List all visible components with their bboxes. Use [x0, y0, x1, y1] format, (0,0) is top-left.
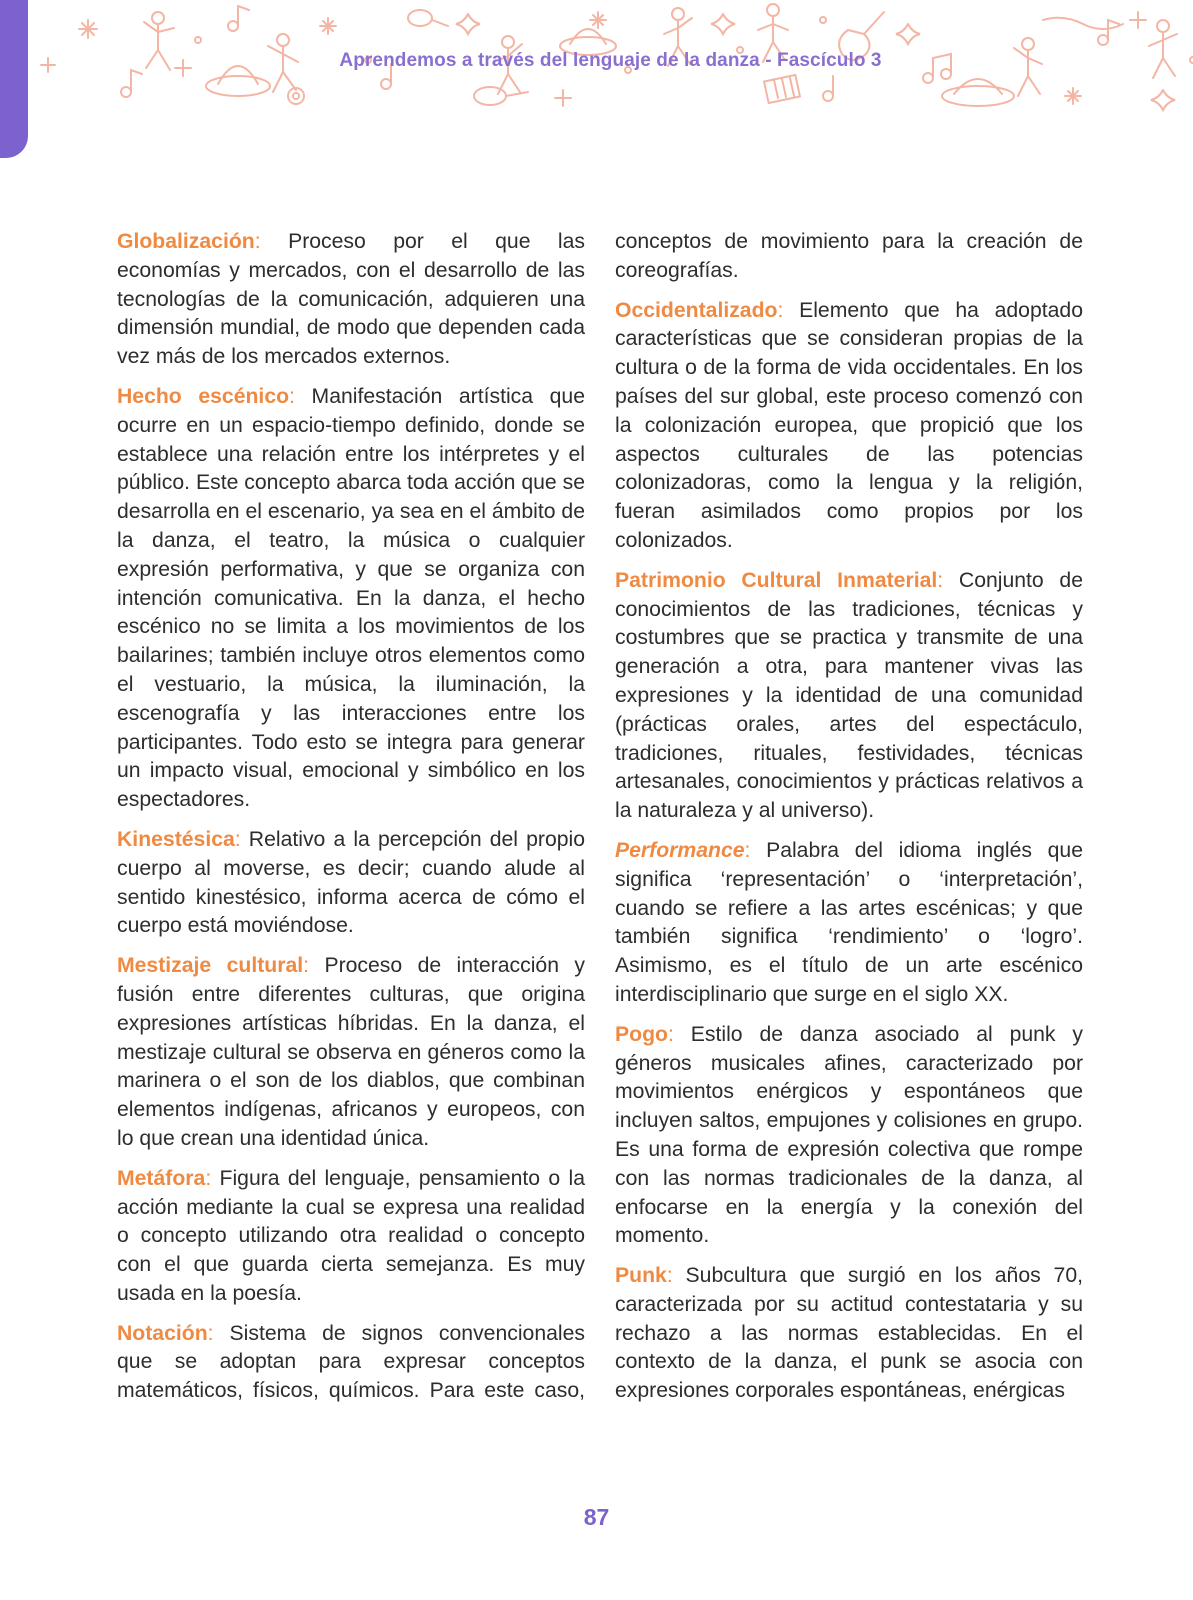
glossary-definition: Proceso de interacción y fusión entre diferentes culturas, que origina expresiones artísticas híbridas. En la danza, el mestizaje cultural se observa en géneros como la marinera o el son de los diablos, que combinan elementos indígenas, africanos y europeos, con lo que crean una identidad única. — [117, 954, 585, 1150]
term-colon: : — [207, 1321, 214, 1345]
glossary-entry-occidentalizado — [615, 297, 1083, 556]
glossary-term: Hecho escénico — [117, 384, 290, 408]
term-colon: : — [666, 1264, 673, 1288]
glossary-definition: Subcultura que surgió en los años 70, caracterizada por su actitud contestataria y su rechazo a las normas establecidas. En el contexto de la danza, el punk se asocia con expresiones corporales espontáneas, enérgicas — [615, 1264, 1083, 1403]
term-colon: : — [777, 298, 784, 322]
glossary-term: Pogo — [615, 1022, 668, 1046]
glossary-entry-kinestesica — [117, 826, 585, 941]
header-band — [28, 0, 1193, 118]
glossary-term: Punk — [615, 1264, 667, 1288]
glossary-definition: Estilo de danza asociado al punk y géneros musicales afines, caracterizado por movimientos enérgicos y espontáneos que incluyen saltos, empujones y colisiones en grupo. Es una forma de expresión colectiva que rompe con las normas tradicionales de la danza, al enfocarse en la energía y la conexión del momento. — [615, 1022, 1084, 1248]
glossary-term: Mestizaje cultural — [117, 954, 304, 978]
term-colon: : — [234, 827, 241, 851]
glossary-definition: Sistema de signos convencionales que se adoptan para expresar conceptos matemáticos, físicos, químicos. Para este caso, conceptos de movimiento para la creación de coreografías. — [117, 230, 1083, 1403]
glossary-entry-metafora — [117, 1165, 585, 1309]
glossary-entry-mestizaje-cultural — [117, 952, 585, 1154]
glossary-definition: Elemento que ha adoptado características que se consideran propias de la cultura o de la forma de vida occidentales. En los países del sur global, este proceso comenzó con la colonización europea, que propició que los aspectos culturales de las potencias colonizadoras, como la lengua y la religión, fueran asimilados como propios por los colonizados. — [615, 298, 1083, 552]
glossary-term: Patrimonio Cultural Inmaterial — [615, 568, 938, 592]
glossary-term: Globalización — [117, 230, 255, 253]
accordion-icon — [764, 75, 800, 103]
term-colon: : — [667, 1022, 674, 1046]
glossary-term: Metáfora — [117, 1166, 206, 1190]
term-colon: : — [744, 838, 751, 862]
header-title: Aprendemos a través del lenguaje de la danza - Fascículo 3 — [339, 50, 882, 71]
glossary-entry-performance — [615, 837, 1083, 1010]
glossary-definition: Proceso por el que las economías y mercados, con el desarrollo de las tecnologías de la comunicación, adquieren una dimensión mundial, de modo que dependen cada vez más de los mercados externos. — [117, 230, 585, 369]
glossary-content — [117, 228, 1083, 1428]
glossary-definition: Manifestación artística que ocurre en un espacio-tiempo definido, donde se establece una relación entre los intérpretes y el público. Este concepto abarca toda acción que se desarrolla en el escenario, ya sea en el ámbito de la danza, el teatro, la música o cualquier expresión performativa, y que se organiza con intención comunicativa. En la danza, el hecho escénico no se limita a los movimientos de los bailarines; también incluye otros elementos como el vestuario, la música, la iluminación, la escenografía y las interacciones entre los participantes. Todo esto se integra para generar un impacto visual, emocional y simbólico en los espectadores. — [117, 384, 586, 812]
glossary-entry-patrimonio-cultural-inmaterial — [615, 567, 1083, 826]
glossary-entry-pogo — [615, 1021, 1083, 1251]
glossary-definition: Palabra del idioma inglés que significa ‘representación’ o ‘interpretación’, cuando se refiere a las artes escénicas; y que también significa ‘rendimiento’ o ‘logro’. Asimismo, es el título de un arte escénico interdisciplinario que surge en el siglo XX. — [615, 838, 1083, 1006]
glossary-entry-hecho-escenico — [117, 383, 585, 815]
side-tab-marker — [0, 0, 28, 158]
glossary-term: Occidentalizado — [615, 298, 778, 322]
glossary-term: Kinestésica — [117, 827, 235, 851]
glossary-entry-globalizacion — [117, 228, 585, 372]
term-colon: : — [289, 384, 295, 408]
glossary-term: Performance — [615, 838, 745, 862]
glossary-entry-punk — [615, 1262, 1083, 1406]
glossary-definition: Conjunto de conocimientos de las tradiciones, técnicas y costumbres que se practica y transmite de una generación a otra, para mantener vivas las expresiones y la identidad de una comunidad (prácticas orales, artes del espectáculo, tradiciones, rituales, festividades, técnicas artesanales, conocimientos y prácticas relativos a la naturaleza y al universo). — [615, 568, 1083, 823]
glossary-term: Notación — [117, 1321, 208, 1345]
page-number: 87 — [583, 1504, 610, 1530]
term-colon: : — [937, 568, 944, 592]
term-colon: : — [254, 230, 261, 253]
glossary-definition: Figura del lenguaje, pensamiento o la acción mediante la cual se expresa una realidad o concepto utilizando otra realidad o concepto con el que guarda cierta semejanza. Es muy usada en la poesía. — [117, 1166, 585, 1305]
term-colon: : — [205, 1166, 212, 1190]
term-colon: : — [303, 954, 310, 978]
glossary-definition: Relativo a la percepción del propio cuerpo al moverse, es decir; cuando alude al sentido kinestésico, informa acerca de cómo el cuerpo está moviéndose. — [117, 827, 586, 938]
